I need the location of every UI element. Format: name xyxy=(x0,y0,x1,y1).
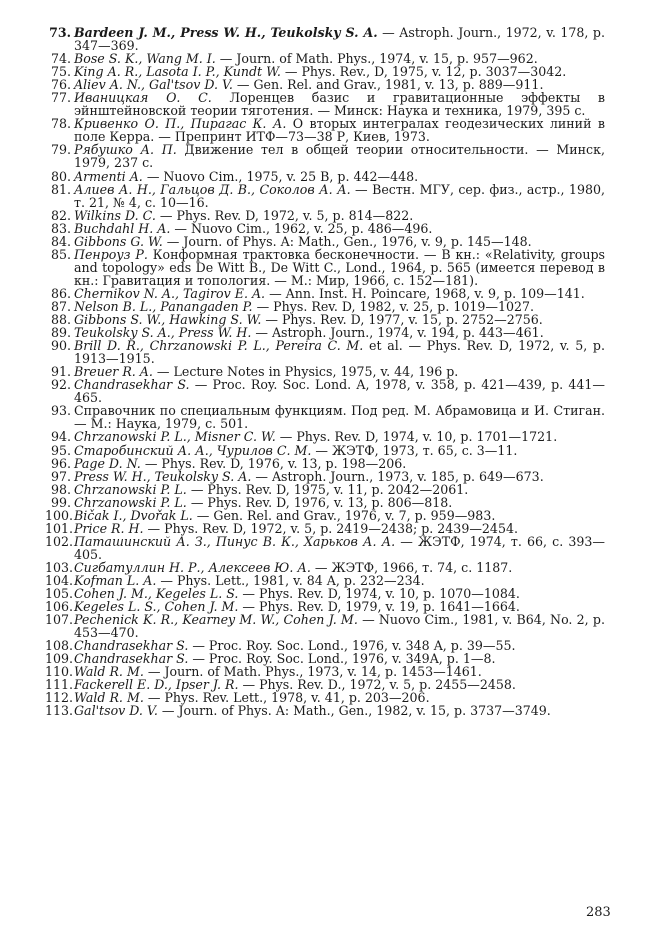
reference-text xyxy=(74,704,605,717)
reference-number: 76. xyxy=(50,77,71,93)
reference-details: — Proc. Roy. Soc. Lond., 1976, v. 349A, p. 1—8. xyxy=(188,651,496,667)
reference-number: 83. xyxy=(50,220,71,236)
reference-item xyxy=(45,91,605,117)
reference-number: 82. xyxy=(50,207,71,223)
reference-details: Лоренцев базис и гравитационные эффекты в эйнштейновской теории тяготения. — Минск: Наука и техника, 1979, 395 с. xyxy=(74,90,605,119)
reference-authors: Fackerell E. D., Ipser J. R. xyxy=(74,677,239,693)
reference-authors: Chandrasekhar S. xyxy=(74,377,190,393)
reference-number: 84. xyxy=(50,233,71,249)
reference-details: — Proc. Roy. Soc. Lond., 1976, v. 348 A, p. 39—55. xyxy=(188,638,516,654)
reference-details: — Вестн. МГУ, сер. физ., астр., 1980, т. 21, № 4, с. 10—16. xyxy=(74,181,605,210)
reference-authors: Рябушко А. П. xyxy=(74,142,177,158)
reference-authors: Armenti A. xyxy=(74,168,143,184)
reference-text xyxy=(74,117,605,143)
reference-authors: Алиев А. Н., Гальцов Д. В., Соколов А. А. xyxy=(74,181,351,197)
reference-authors: Паташинский А. З., Пинус В. К., Харьков А. А. xyxy=(74,533,396,549)
reference-authors: Кривенко О. П., Пирагас К. А. xyxy=(74,116,287,132)
reference-authors: Gibbons S. W., Hawking S. W. xyxy=(74,312,262,328)
reference-number: 101. xyxy=(45,520,74,536)
reference-authors: Chrzanowski P. L. xyxy=(74,481,187,497)
reference-details: — Nuovo Cim., 1962, v. 25, p. 486—496. xyxy=(170,220,433,236)
reference-authors: King A. R., Lasota I. P., Kundt W. xyxy=(74,64,281,80)
reference-details: — Phys. Rev. Lett., 1978, v. 41, p. 203—206. xyxy=(143,690,430,706)
reference-number: 111. xyxy=(45,677,74,693)
reference-details: — Nuovo Cim., 1975, v. 25 B, p. 442—448. xyxy=(142,168,419,184)
reference-details: Справочник по специальным функциям. Под ред. М. Абрамовица и И. Стиган. — М.: Наука, 1979, с. 501. xyxy=(74,403,605,432)
reference-details: — Gen. Rel. and Grav., 1981, v. 13, p. 889—911. xyxy=(232,77,544,93)
reference-number: 91. xyxy=(50,364,71,380)
reference-authors: Пенроуз Р. xyxy=(74,246,148,262)
reference-authors: Wald R. M. xyxy=(74,664,144,680)
reference-number: 105. xyxy=(45,586,74,602)
reference-details: — Ann. Inst. H. Poincare, 1968, v. 9, p. 109—141. xyxy=(265,285,585,301)
reference-details: — Phys. Rev. D, 1977, v. 15, p. 2752—2756. xyxy=(261,312,543,328)
reference-details: — Phys. Rev., D, 1975, v. 12, p. 3037—3042. xyxy=(280,64,567,80)
reference-number: 77. xyxy=(50,90,71,106)
reference-number: 88. xyxy=(50,312,71,328)
reference-number: 80. xyxy=(50,168,71,184)
reference-number: 103. xyxy=(45,559,74,575)
reference-number: 109. xyxy=(45,651,74,667)
reference-number: 87. xyxy=(50,298,71,314)
reference-number: 104. xyxy=(45,572,74,588)
reference-details: — Phys. Rev. D, 1974, v. 10, p. 1701—1721. xyxy=(275,429,558,445)
reference-text xyxy=(74,248,605,287)
reference-details: — Phys. Rev. D, 1976, v. 13, p. 806—818. xyxy=(186,494,453,510)
reference-number: 102. xyxy=(45,533,74,549)
reference-details: Движение тел в общей теории относительности. — Минск, 1979, 237 с. xyxy=(74,142,605,171)
reference-details: — Phys. Rev. D, 1975, v. 11, p. 2042—2061. xyxy=(186,481,469,497)
reference-authors: Chandrasekhar S. xyxy=(74,638,189,654)
reference-authors: Иваницкая О. С. xyxy=(74,90,212,106)
reference-details: — Phys. Lett., 1981, v. 84 A, p. 232—234. xyxy=(156,572,425,588)
reference-details: — Journ. of Phys. A: Math., Gen., 1982, v. 15, p. 3737—3749. xyxy=(157,703,551,719)
page-number: 283 xyxy=(586,905,611,920)
reference-authors: Chandrasekhar S. xyxy=(74,651,189,667)
reference-authors: Chernikov N. A., Tagirov E. A. xyxy=(74,285,266,301)
reference-number: 89. xyxy=(50,325,71,341)
reference-number: 106. xyxy=(45,599,74,615)
reference-item xyxy=(45,613,605,639)
reference-details: — ЖЭТФ, 1966, т. 74, с. 1187. xyxy=(310,559,513,575)
reference-number: 95. xyxy=(50,442,71,458)
reference-authors: Pechenick K. R., Kearney M. W., Cohen J. M. xyxy=(74,612,358,628)
reference-authors: Chrzanowski P. L. xyxy=(74,494,187,510)
reference-authors: Bičak I., Dvořak L. xyxy=(74,507,193,523)
reference-authors: Brill D. R., Chrzanowski P. L., Pereira C. M. xyxy=(74,338,364,354)
reference-number: 100. xyxy=(45,507,74,523)
reference-number: 92. xyxy=(50,377,71,393)
reference-text xyxy=(74,378,605,404)
reference-details: — Astroph. Journ., 1974, v. 194, p. 443—461. xyxy=(251,325,544,341)
reference-authors: Cohen J. M., Kegeles L. S. xyxy=(74,586,239,602)
reference-authors: Aliev A. N., Gal'tsov D. V. xyxy=(74,77,233,93)
reference-number: 78. xyxy=(50,116,71,132)
reference-authors: Старобинский А. А., Чурилов С. М. xyxy=(74,442,312,458)
reference-number: 98. xyxy=(50,481,71,497)
reference-authors: Bardeen J. M., Press W. H., Teukolsky S. A. xyxy=(74,25,378,40)
reference-details: — Astroph. Journ., 1972, v. 178, p. 347—369. xyxy=(74,25,605,54)
reference-authors: Wald R. M. xyxy=(74,690,144,706)
reference-number: 75. xyxy=(50,64,71,80)
reference-item xyxy=(45,183,605,209)
reference-item xyxy=(45,704,605,717)
reference-item xyxy=(45,378,605,404)
reference-details: — Proc. Roy. Soc. Lond. A, 1978, v. 358, p. 421—439, p. 441—465. xyxy=(74,377,605,406)
reference-details: — Phys. Rev. D, 1979, v. 19, p. 1641—1664. xyxy=(238,599,520,615)
reference-number: 85. xyxy=(50,246,71,262)
reference-details: — Phys. Rev. D, 1982, v. 25, p. 1019—1027. xyxy=(252,298,535,314)
reference-item xyxy=(45,143,605,169)
reference-details: — Phys. Rev. D, 1972, v. 5, p. 2419—2438; p. 2439—2454. xyxy=(143,520,518,536)
reference-details: — Astroph. Journ., 1973, v. 185, p. 649—673. xyxy=(251,468,544,484)
reference-details: — Nuovo Cim., 1981, v. B64, No. 2, p. 453—470. xyxy=(74,612,605,641)
reference-number: 113. xyxy=(45,703,74,719)
reference-number: 97. xyxy=(50,468,71,484)
reference-details: — ЖЭТФ, 1973, т. 65, с. 3—11. xyxy=(311,442,518,458)
reference-authors: Bose S. K., Wang M. I. xyxy=(74,51,216,67)
reference-details: О вторых интегралах геодезических линий в поле Керра. — Препринт ИТФ—73—38 Р, Киев, 1973. xyxy=(74,116,605,145)
reference-authors: Buchdahl H. A. xyxy=(74,220,171,236)
reference-text xyxy=(74,91,605,117)
reference-details: — Phys. Rev. D, 1976, v. 13, p. 198—206. xyxy=(140,455,407,471)
reference-item xyxy=(45,248,605,287)
reference-authors: Breuer R. A. xyxy=(74,364,153,380)
reference-number: 96. xyxy=(50,455,71,471)
reference-text xyxy=(74,613,605,639)
reference-authors: Сигбатуллин Н. Р., Алексеев Ю. А. xyxy=(74,559,311,575)
reference-text xyxy=(74,143,605,169)
reference-authors: Gibbons G. W. xyxy=(74,233,163,249)
reference-authors: Kofman L. A. xyxy=(74,572,157,588)
reference-authors: Page D. N. xyxy=(74,455,141,471)
reference-number: 108. xyxy=(45,638,74,654)
reference-number: 99. xyxy=(50,494,71,510)
reference-number: 94. xyxy=(50,429,71,445)
reference-item xyxy=(45,535,605,561)
reference-text xyxy=(74,535,605,561)
reference-number: 107. xyxy=(45,612,74,628)
reference-text xyxy=(74,26,605,52)
reference-number: 112. xyxy=(45,690,74,706)
reference-authors: Chrzanowski P. L., Misner C. W. xyxy=(74,429,276,445)
reference-details: Конформная трактовка бесконечности. — В кн.: «Relativity, groups and topology» eds De Witt B., De Witt C., Lond., 1964, p. 565 (имеется перевод в кн.: Гравитация и топология. — М.: Мир, 1966, с. 152—181). xyxy=(74,246,606,288)
reference-item xyxy=(45,26,605,52)
reference-details: — Journ. of Math. Phys., 1973, v. 14, p. 1453—1461. xyxy=(143,664,482,680)
reference-text xyxy=(74,404,605,430)
reference-authors: Nelson B. L., Panangaden P. xyxy=(74,298,253,314)
reference-item xyxy=(45,339,605,365)
reference-number: 110. xyxy=(45,664,74,680)
reference-number: 93. xyxy=(50,403,71,419)
reference-authors: Price R. H. xyxy=(74,520,144,536)
reference-number: 90. xyxy=(50,338,71,354)
reference-details: — Phys. Rev. D., 1972, v. 5, p. 2455—2458. xyxy=(238,677,516,693)
reference-item xyxy=(45,117,605,143)
reference-details: — Journ. of Phys. A: Math., Gen., 1976, v. 9, p. 145—148. xyxy=(162,233,532,249)
reference-authors: Wilkins D. C. xyxy=(74,207,156,223)
reference-number: 86. xyxy=(50,285,71,301)
reference-details: — Phys. Rev. D, 1972, v. 5, p. 814—822. xyxy=(155,207,414,223)
reference-number: 81. xyxy=(50,181,71,197)
reference-details: — ЖЭТФ, 1974, т. 66, с. 393—405. xyxy=(74,533,605,562)
reference-text xyxy=(74,183,605,209)
reference-number: 73. xyxy=(49,25,71,40)
reference-authors: Press W. H., Teukolsky S. A. xyxy=(74,468,252,484)
reference-details: — Lecture Notes in Physics, 1975, v. 44, 196 p. xyxy=(152,364,459,380)
reference-item xyxy=(45,404,605,430)
reference-details: — Phys. Rev. D, 1974, v. 10, p. 1070—1084. xyxy=(238,586,520,602)
reference-authors: Kegeles L. S., Cohen J. M. xyxy=(74,599,239,615)
reference-authors: Teukolsky S. A., Press W. H. xyxy=(74,325,252,341)
reference-details: et al. — Phys. Rev. D, 1972, v. 5, p. 1913—1915. xyxy=(74,338,605,367)
reference-text xyxy=(74,339,605,365)
reference-authors: Gal'tsov D. V. xyxy=(74,703,158,719)
reference-number: 74. xyxy=(50,51,71,67)
reference-details: — Gen. Rel. and Grav., 1976, v. 7, p. 959—983. xyxy=(192,507,496,523)
reference-details: — Journ. of Math. Phys., 1974, v. 15, p. 957—962. xyxy=(215,51,538,67)
reference-list xyxy=(45,26,605,717)
reference-number: 79. xyxy=(50,142,71,158)
